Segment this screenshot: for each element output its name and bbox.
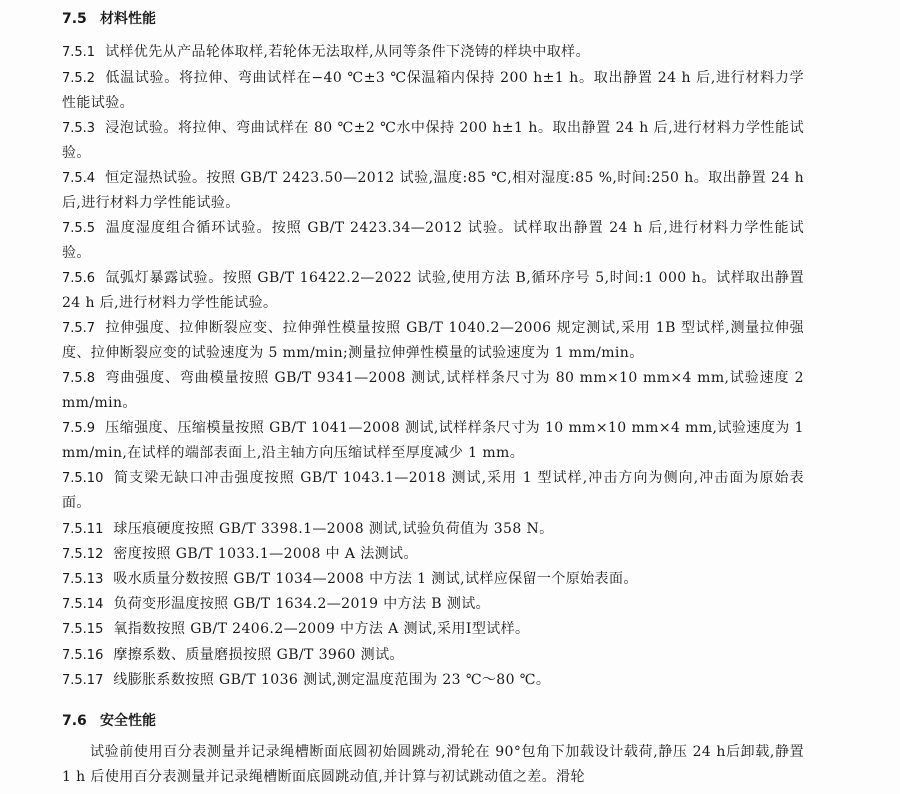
clause-7-5-2 [62, 66, 804, 116]
clause-text: 温度湿度组合循环试验。按照 GB/T 2423.34—2012 试验。试样取出静置 24 h 后,进行材料力学性能试验。 [62, 220, 804, 261]
clause-text: 摩擦系数、质量磨损按照 GB/T 3960 测试。 [113, 647, 404, 663]
clause-text: 浸泡试验。将拉伸、弯曲试样在 80 ℃±2 ℃水中保持 200 h±1 h。取出静置 24 h 后,进行材料力学性能试验。 [62, 120, 804, 161]
clause-7-5-3 [62, 116, 804, 166]
clause-text: 试样优先从产品轮体取样,若轮体无法取样,从同等条件下浇铸的样块中取样。 [105, 44, 590, 60]
clause-text: 线膨胀系数按照 GB/T 1036 测试,测定温度范围为 23 ℃～80 ℃。 [113, 672, 551, 688]
clause-7-5-1 [62, 40, 804, 65]
clause-text: 低温试验。将拉伸、弯曲试样在−40 ℃±3 ℃保温箱内保持 200 h±1 h。取出静置 24 h 后,进行材料力学性能试验。 [62, 70, 804, 111]
clause-7-5-5 [62, 216, 804, 266]
clause-number: 7.5.2 [62, 71, 96, 86]
clause-7-5-8 [62, 366, 804, 416]
clause-number: 7.5.4 [62, 171, 96, 186]
clause-number: 7.5.16 [62, 648, 104, 663]
clause-7-5-11 [62, 517, 804, 542]
clause-number: 7.5.17 [62, 673, 104, 688]
section-heading-7-5 [62, 8, 156, 28]
clause-number: 7.5.1 [62, 45, 96, 60]
section-title: 材料性能 [100, 11, 156, 27]
clause-7-5-4 [62, 166, 804, 216]
clause-text: 氧指数按照 GB/T 2406.2—2009 中方法 A 测试,采用Ⅰ型试样。 [113, 621, 530, 637]
clause-7-5-7 [62, 316, 804, 366]
clause-7-5-6 [62, 266, 804, 316]
clause-number: 7.5.5 [62, 221, 96, 236]
clause-text: 弯曲强度、弯曲模量按照 GB/T 9341—2008 测试,试样样条尺寸为 80 mm×10 mm×4 mm,试验速度 2 mm/min。 [62, 370, 804, 411]
clause-7-5-15 [62, 617, 804, 642]
section-heading-7-6 [62, 710, 156, 730]
clause-number: 7.5.6 [62, 271, 96, 286]
clause-number: 7.5.12 [62, 547, 104, 562]
clause-number: 7.5.3 [62, 121, 96, 136]
clause-text: 氙弧灯暴露试验。按照 GB/T 16422.2—2022 试验,使用方法 B,循环序号 5,时间:1 000 h。试样取出静置 24 h 后,进行材料力学性能试验。 [62, 270, 804, 311]
clause-7-5-13 [62, 567, 804, 592]
clause-text: 负荷变形温度按照 GB/T 1634.2—2019 中方法 B 测试。 [113, 596, 491, 612]
clause-7-5-17 [62, 668, 804, 693]
clause-7-5-16 [62, 643, 804, 668]
clause-number: 7.5.11 [62, 522, 104, 537]
clause-7-5-9 [62, 416, 804, 466]
clause-text: 拉伸强度、拉伸断裂应变、拉伸弹性模量按照 GB/T 1040.2—2006 规定测试,采用 1B 型试样,测量拉伸强度、拉伸断裂应变的试验速度为 5 mm/min;测量拉伸弹性模量的试验速度为 1 mm/min。 [62, 320, 804, 361]
clause-7-5-12 [62, 542, 804, 567]
clause-7-5-10 [62, 466, 804, 516]
clause-number: 7.5.7 [62, 321, 96, 336]
section-title: 安全性能 [100, 713, 156, 729]
clause-number: 7.5.9 [62, 421, 96, 436]
clause-number: 7.5.8 [62, 371, 96, 386]
clause-number: 7.5.10 [62, 471, 104, 486]
clause-text: 简支梁无缺口冲击强度按照 GB/T 1043.1—2018 测试,采用 1 型试样,冲击方向为侧向,冲击面为原始表面。 [62, 470, 804, 511]
clause-text: 恒定湿热试验。按照 GB/T 2423.50—2012 试验,温度:85 ℃,相对湿度:85 %,时间:250 h。取出静置 24 h 后,进行材料力学性能试验。 [62, 170, 804, 211]
clause-text: 吸水质量分数按照 GB/T 1034—2008 中方法 1 测试,试样应保留一个原始表面。 [113, 571, 638, 587]
section-number: 7.6 [62, 713, 87, 729]
safety-paragraph: 试验前使用百分表测量并记录绳槽断面底圆初始圆跳动,滑轮在 90°包角下加载设计载荷,静压 24 h后卸载,静置 1 h 后使用百分表测量并记录绳槽断面底圆跳动值,并计算与初试跳动值之差。滑轮 [62, 744, 804, 785]
clause-number: 7.5.13 [62, 572, 104, 587]
clause-7-5-14 [62, 592, 804, 617]
clause-number: 7.5.15 [62, 622, 104, 637]
clause-text: 密度按照 GB/T 1033.1—2008 中 A 法测试。 [113, 546, 418, 562]
clause-number: 7.5.14 [62, 597, 104, 612]
section-number: 7.5 [62, 11, 87, 27]
clause-text: 球压痕硬度按照 GB/T 3398.1—2008 测试,试验负荷值为 358 N。 [113, 521, 554, 537]
clause-text: 压缩强度、压缩模量按照 GB/T 1041—2008 测试,试样样条尺寸为 10 mm×10 mm×4 mm,试验速度为 1 mm/min,在试样的端部表面上,沿主轴方向压缩试样至厚度减少 1 mm。 [62, 420, 804, 461]
